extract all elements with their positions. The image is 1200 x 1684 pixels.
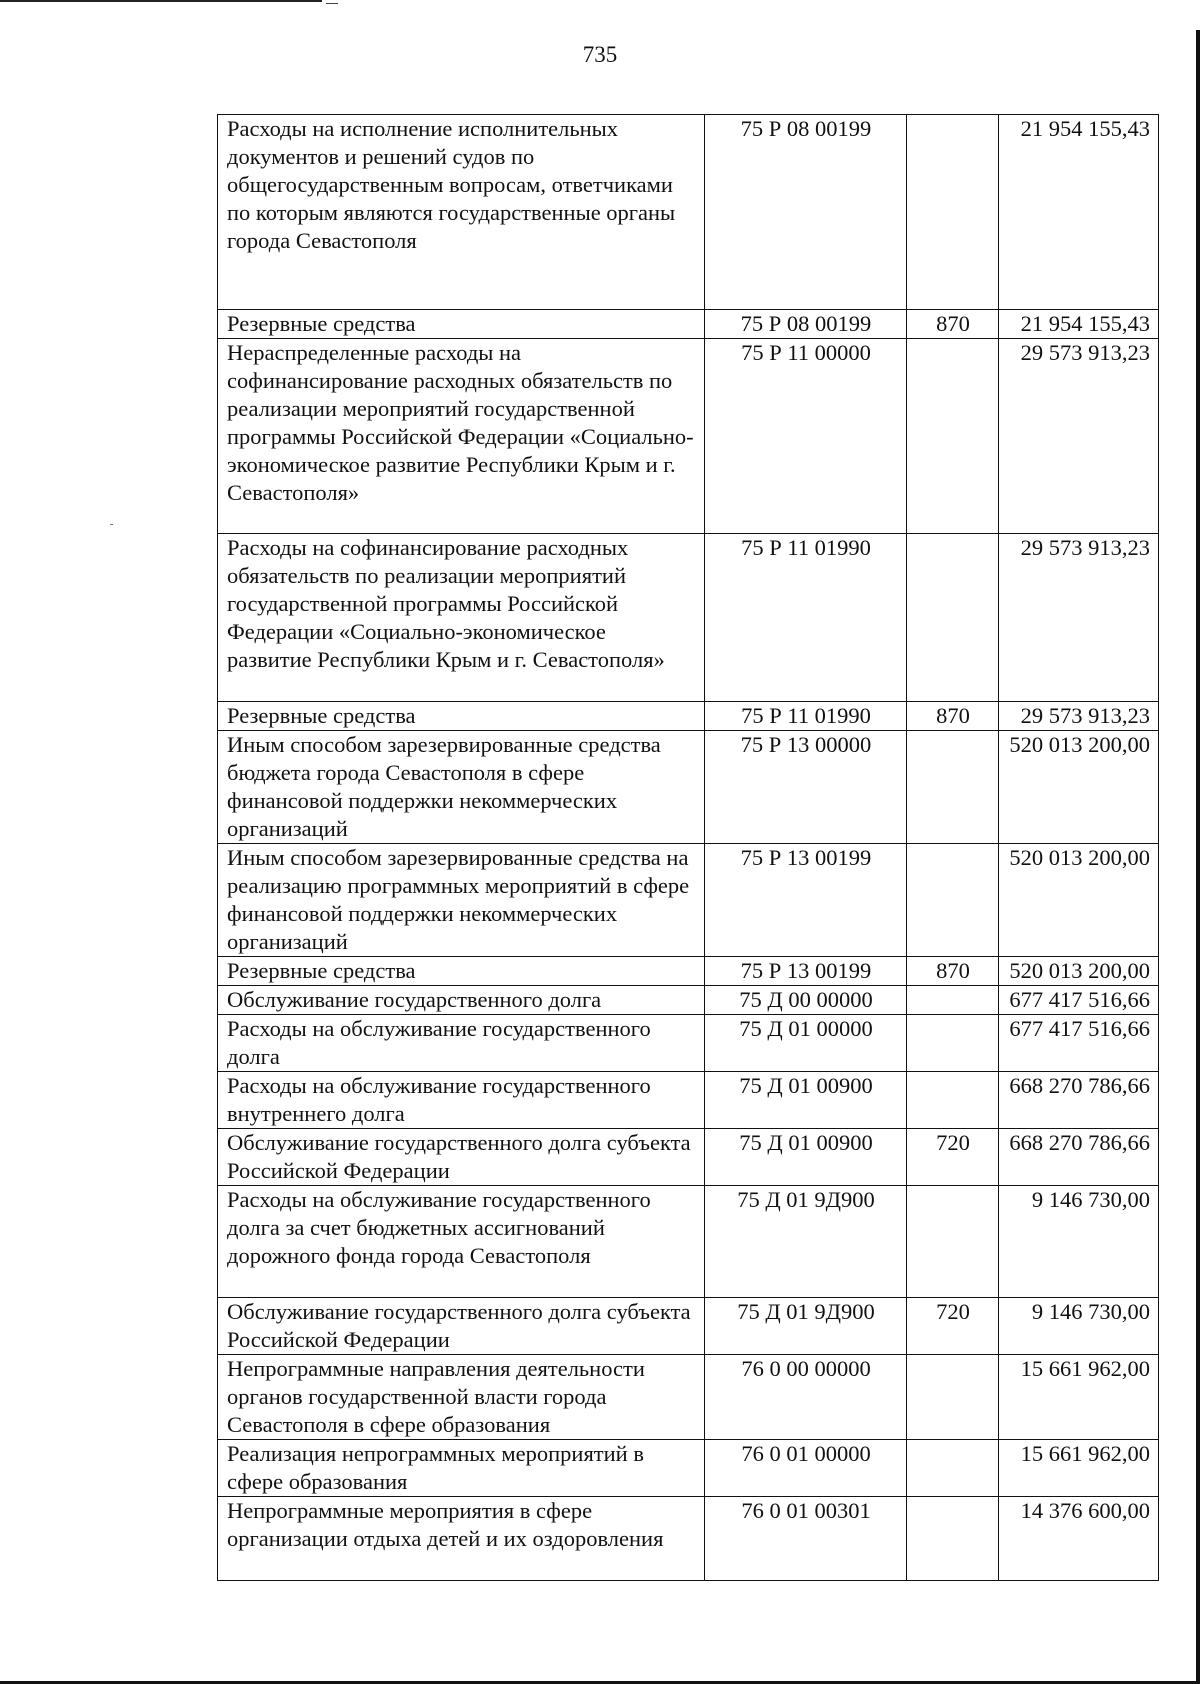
scan-edge-right (1196, 30, 1200, 1684)
row-code-cell: 75 Р 13 00199 (705, 844, 907, 957)
row-type-cell (907, 1186, 999, 1298)
table-row (218, 1440, 1159, 1497)
row-name-cell: Расходы на обслуживание государственного долга за счет бюджетных ассигнований дорожного фонда города Севастополя (218, 1186, 705, 1298)
row-type-cell: 720 (907, 1129, 999, 1186)
row-code-cell: 75 Р 13 00199 (705, 957, 907, 986)
row-type-cell: 870 (907, 310, 999, 339)
row-code-cell: 75 Р 11 01990 (705, 534, 907, 702)
row-type-cell (907, 1497, 999, 1581)
table-row (218, 1355, 1159, 1440)
row-sum-cell: 29 573 913,23 (999, 534, 1159, 702)
row-name-cell: Расходы на исполнение исполнительных документов и решений судов по общегосударственным вопросам, ответчиками по которым являются государственные органы города Севастополя (218, 115, 705, 310)
row-type-cell (907, 339, 999, 534)
row-name-cell: Расходы на обслуживание государственного внутреннего долга (218, 1072, 705, 1129)
row-code-cell: 75 Д 01 9Д900 (705, 1298, 907, 1355)
row-type-cell: 870 (907, 957, 999, 986)
row-name-cell: Расходы на софинансирование расходных обязательств по реализации мероприятий государственной программы Российской Федерации «Социально-экономическое развитие Республики Крым и г. Севастополя» (218, 534, 705, 702)
table-row (218, 702, 1159, 731)
row-code-cell: 75 Р 13 00000 (705, 731, 907, 844)
row-code-cell: 75 Д 00 00000 (705, 986, 907, 1015)
row-sum-cell: 520 013 200,00 (999, 731, 1159, 844)
row-name-cell: Обслуживание государственного долга субъекта Российской Федерации (218, 1129, 705, 1186)
row-code-cell: 76 0 00 00000 (705, 1355, 907, 1440)
row-type-cell (907, 534, 999, 702)
table-row (218, 1298, 1159, 1355)
row-type-cell: 870 (907, 702, 999, 731)
table-row (218, 310, 1159, 339)
row-code-cell: 76 0 01 00000 (705, 1440, 907, 1497)
row-code-cell: 75 Р 08 00199 (705, 310, 907, 339)
row-type-cell (907, 986, 999, 1015)
row-name-cell: Непрограммные мероприятия в сфере организации отдыха детей и их оздоровления (218, 1497, 705, 1581)
row-name-cell: Резервные средства (218, 702, 705, 731)
table-row (218, 957, 1159, 986)
scan-edge-top (0, 0, 322, 2)
budget-table-body (218, 115, 1159, 1581)
row-sum-cell: 668 270 786,66 (999, 1072, 1159, 1129)
table-row (218, 844, 1159, 957)
row-type-cell (907, 1440, 999, 1497)
page-number: 735 (582, 42, 618, 67)
row-name-cell: Обслуживание государственного долга (218, 986, 705, 1015)
row-type-cell (907, 1072, 999, 1129)
row-code-cell: 75 Р 11 00000 (705, 339, 907, 534)
table-row (218, 1497, 1159, 1581)
row-name-cell: Резервные средства (218, 310, 705, 339)
scan-speck (110, 524, 113, 525)
row-name-cell: Расходы на обслуживание государственного долга (218, 1015, 705, 1072)
budget-table (217, 114, 1159, 1581)
row-sum-cell: 29 573 913,23 (999, 339, 1159, 534)
row-code-cell: 75 Д 01 00900 (705, 1129, 907, 1186)
table-row (218, 534, 1159, 702)
row-sum-cell: 668 270 786,66 (999, 1129, 1159, 1186)
row-code-cell: 75 Р 11 01990 (705, 702, 907, 731)
row-code-cell: 75 Д 01 00900 (705, 1072, 907, 1129)
row-code-cell: 76 0 01 00301 (705, 1497, 907, 1581)
row-sum-cell: 677 417 516,66 (999, 986, 1159, 1015)
row-name-cell: Непрограммные направления деятельности органов государственной власти города Севастополя в сфере образования (218, 1355, 705, 1440)
row-sum-cell: 9 146 730,00 (999, 1186, 1159, 1298)
table-row (218, 1072, 1159, 1129)
row-code-cell: 75 Д 01 9Д900 (705, 1186, 907, 1298)
table-row (218, 1129, 1159, 1186)
table-row (218, 731, 1159, 844)
row-type-cell (907, 1355, 999, 1440)
row-sum-cell: 21 954 155,43 (999, 115, 1159, 310)
row-code-cell: 75 Р 08 00199 (705, 115, 907, 310)
row-sum-cell: 15 661 962,00 (999, 1355, 1159, 1440)
row-name-cell: Реализация непрограммных мероприятий в сфере образования (218, 1440, 705, 1497)
row-type-cell (907, 1015, 999, 1072)
row-name-cell: Иным способом зарезервированные средства на реализацию программных мероприятий в сфере финансовой поддержки некоммерческих организаций (218, 844, 705, 957)
row-sum-cell: 14 376 600,00 (999, 1497, 1159, 1581)
table-row (218, 1015, 1159, 1072)
table-row (218, 986, 1159, 1015)
row-name-cell: Иным способом зарезервированные средства бюджета города Севастополя в сфере финансовой поддержки некоммерческих организаций (218, 731, 705, 844)
table-row (218, 339, 1159, 534)
row-sum-cell: 21 954 155,43 (999, 310, 1159, 339)
row-code-cell: 75 Д 01 00000 (705, 1015, 907, 1072)
row-type-cell (907, 115, 999, 310)
row-sum-cell: 520 013 200,00 (999, 957, 1159, 986)
table-row (218, 1186, 1159, 1298)
row-name-cell: Обслуживание государственного долга субъекта Российской Федерации (218, 1298, 705, 1355)
row-sum-cell: 9 146 730,00 (999, 1298, 1159, 1355)
table-row (218, 115, 1159, 310)
row-type-cell (907, 731, 999, 844)
row-name-cell: Резервные средства (218, 957, 705, 986)
row-sum-cell: 29 573 913,23 (999, 702, 1159, 731)
row-type-cell: 720 (907, 1298, 999, 1355)
row-sum-cell: 15 661 962,00 (999, 1440, 1159, 1497)
row-name-cell: Нераспределенные расходы на софинансирование расходных обязательств по реализации мероприятий государственной программы Российской Федерации «Социально-экономическое развитие Республики Крым и г. Севастополя» (218, 339, 705, 534)
row-type-cell (907, 844, 999, 957)
row-sum-cell: 520 013 200,00 (999, 844, 1159, 957)
scan-edge-top-tail (326, 3, 338, 4)
row-sum-cell: 677 417 516,66 (999, 1015, 1159, 1072)
